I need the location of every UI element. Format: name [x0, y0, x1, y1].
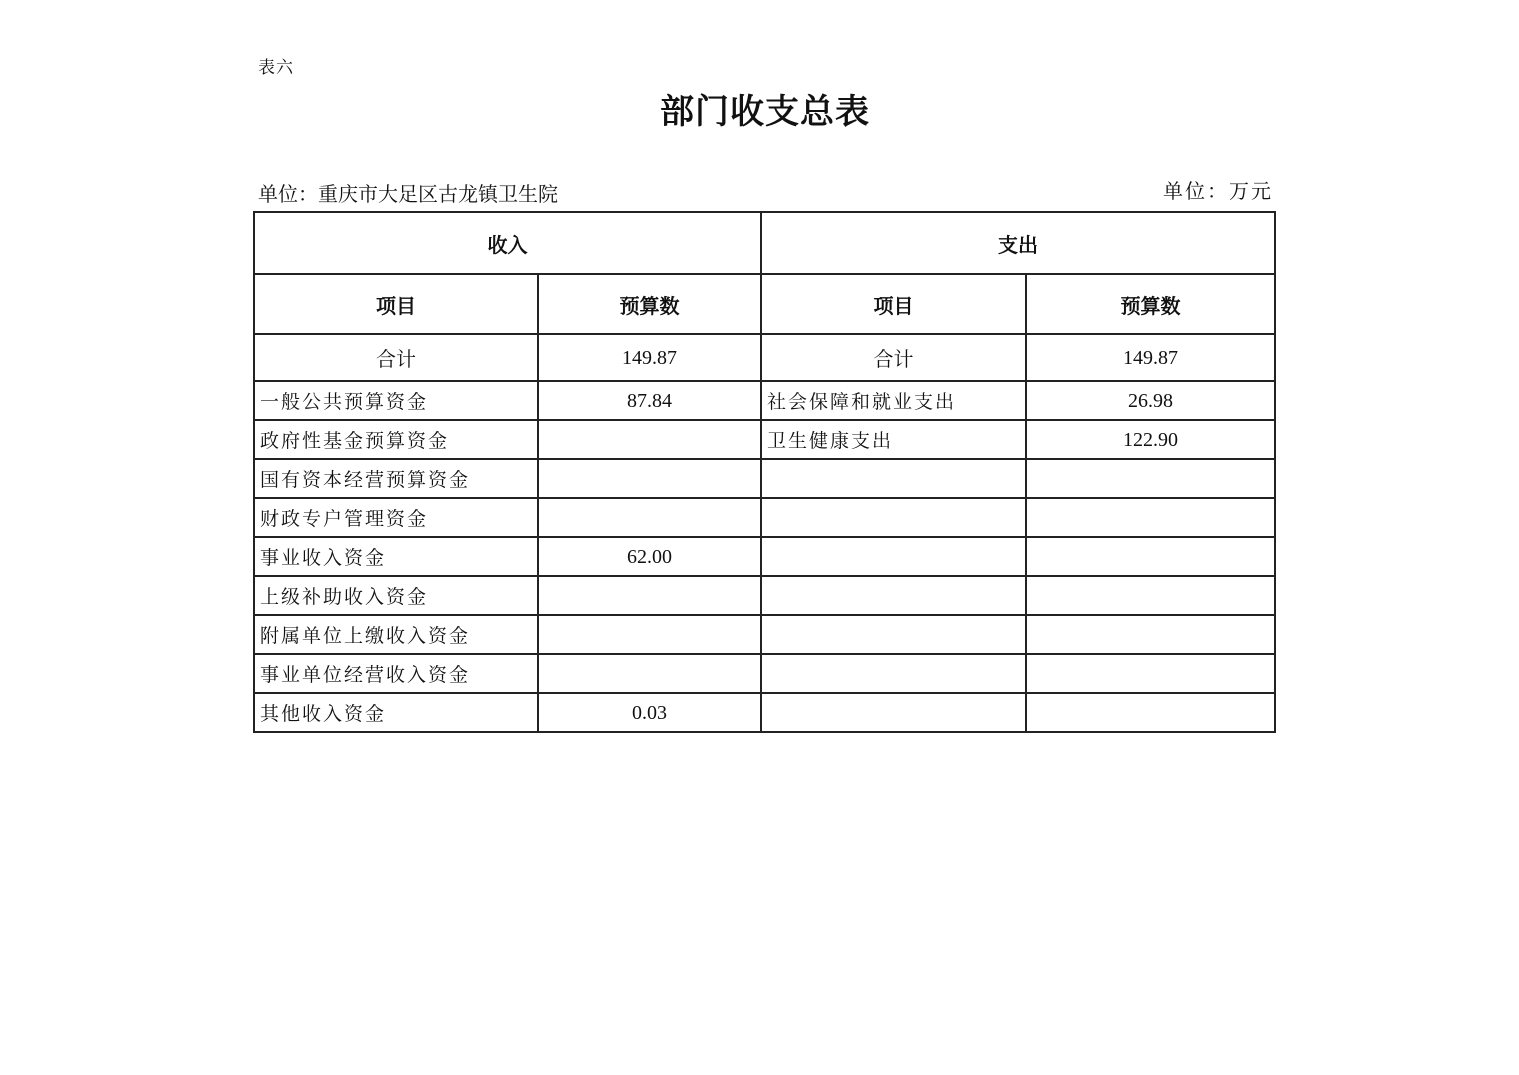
expense-item — [761, 498, 1026, 537]
income-total-label: 合计 — [254, 334, 538, 381]
expense-item — [761, 576, 1026, 615]
income-item: 一般公共预算资金 — [254, 381, 538, 420]
income-value — [538, 615, 761, 654]
expense-value — [1026, 459, 1275, 498]
table-row — [254, 459, 1275, 498]
expense-total-value: 149.87 — [1026, 334, 1275, 381]
page-title: 部门收支总表 — [660, 92, 870, 132]
expense-item — [761, 459, 1026, 498]
expense-item — [761, 654, 1026, 693]
total-row — [254, 334, 1275, 381]
income-group-header: 收入 — [254, 212, 761, 274]
expense-value — [1026, 654, 1275, 693]
table-row — [254, 654, 1275, 693]
expense-item — [761, 693, 1026, 732]
income-value — [538, 576, 761, 615]
income-item: 上级补助收入资金 — [254, 576, 538, 615]
income-value — [538, 420, 761, 459]
table-row — [254, 498, 1275, 537]
expense-item — [761, 537, 1026, 576]
table-row — [254, 615, 1275, 654]
income-item-header: 项目 — [254, 274, 538, 334]
table-row — [254, 693, 1275, 732]
expense-value — [1026, 498, 1275, 537]
expense-item-header: 项目 — [761, 274, 1026, 334]
table-row — [254, 537, 1275, 576]
income-value — [538, 498, 761, 537]
table-row — [254, 420, 1275, 459]
expense-item — [761, 615, 1026, 654]
table-row — [254, 576, 1275, 615]
income-value: 0.03 — [538, 693, 761, 732]
expense-budget-header: 预算数 — [1026, 274, 1275, 334]
income-value: 62.00 — [538, 537, 761, 576]
expense-value — [1026, 693, 1275, 732]
table-label: 表六 — [258, 58, 294, 78]
expense-value — [1026, 576, 1275, 615]
income-value — [538, 459, 761, 498]
income-item: 附属单位上缴收入资金 — [254, 615, 538, 654]
expense-item: 社会保障和就业支出 — [761, 381, 1026, 420]
income-total-value: 149.87 — [538, 334, 761, 381]
income-value: 87.84 — [538, 381, 761, 420]
income-item: 财政专户管理资金 — [254, 498, 538, 537]
column-header-row — [254, 274, 1275, 334]
expense-total-label: 合计 — [761, 334, 1026, 381]
income-item: 政府性基金预算资金 — [254, 420, 538, 459]
unit-currency: 单位：万元 — [1163, 179, 1273, 203]
expense-item: 卫生健康支出 — [761, 420, 1026, 459]
budget-table — [253, 211, 1276, 733]
unit-organization: 单位：重庆市大足区古龙镇卫生院 — [258, 182, 558, 206]
expense-value — [1026, 537, 1275, 576]
expense-value: 122.90 — [1026, 420, 1275, 459]
group-header-row — [254, 212, 1275, 274]
income-value — [538, 654, 761, 693]
income-item: 国有资本经营预算资金 — [254, 459, 538, 498]
table-row — [254, 381, 1275, 420]
expense-value — [1026, 615, 1275, 654]
expense-value: 26.98 — [1026, 381, 1275, 420]
income-budget-header: 预算数 — [538, 274, 761, 334]
income-item: 事业收入资金 — [254, 537, 538, 576]
income-item: 事业单位经营收入资金 — [254, 654, 538, 693]
income-item: 其他收入资金 — [254, 693, 538, 732]
expense-group-header: 支出 — [761, 212, 1275, 274]
